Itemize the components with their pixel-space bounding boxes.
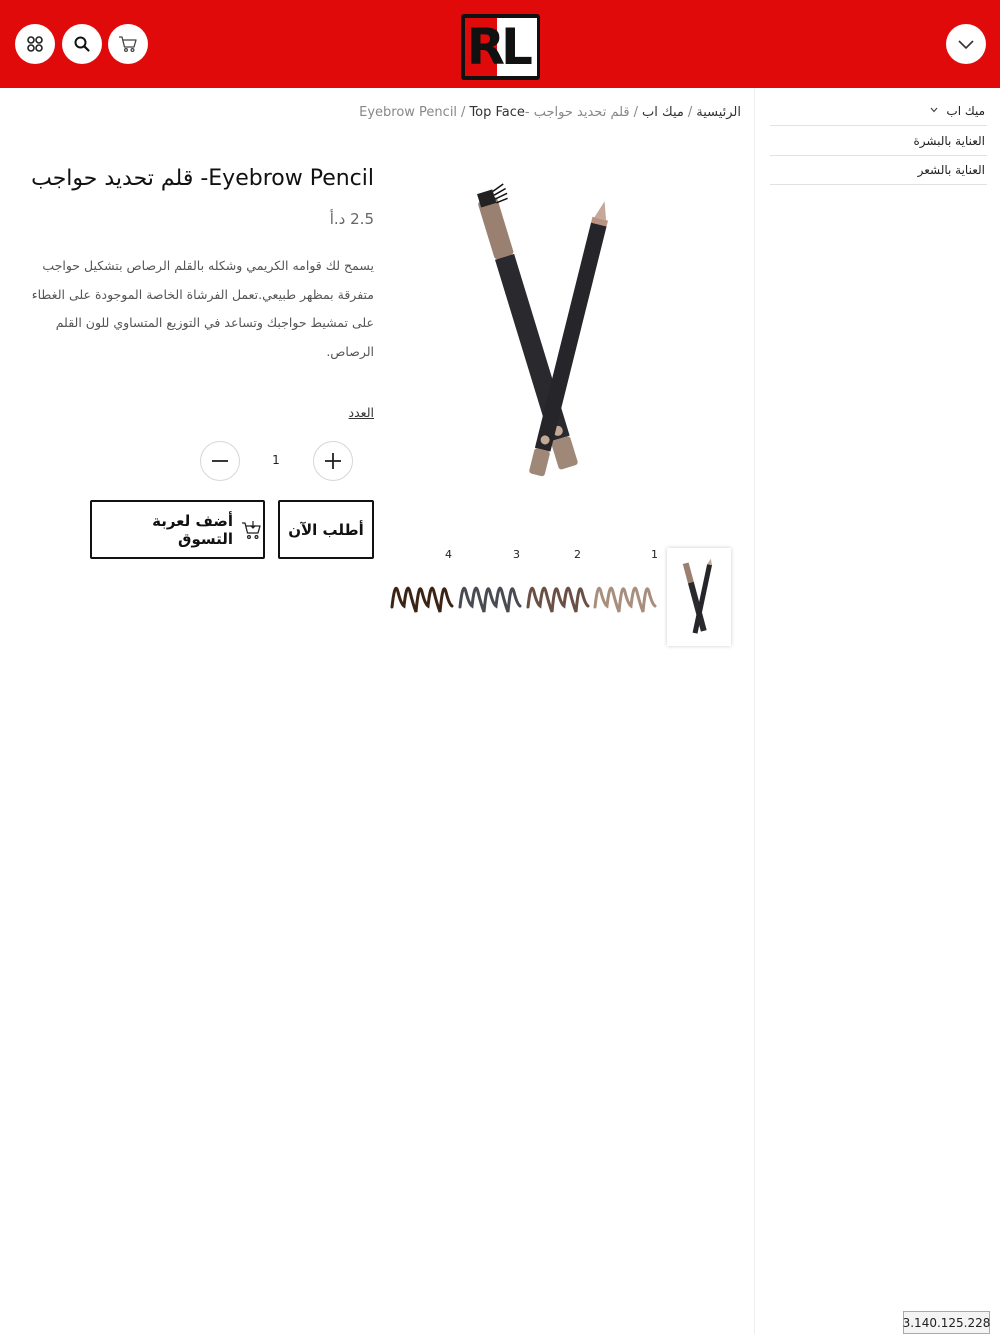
breadcrumb-current <box>359 105 629 120</box>
category-sidebar <box>754 88 1000 1334</box>
chevron-down-icon <box>957 38 975 50</box>
shade-stroke-3[interactable] <box>460 588 520 612</box>
search-button[interactable] <box>62 24 102 64</box>
thumbnail-image <box>667 548 731 646</box>
breadcrumb <box>359 105 741 120</box>
add-to-cart-label: أضف لعربة التسوق <box>152 511 234 548</box>
sidebar-item-haircare[interactable] <box>770 155 987 185</box>
quantity-value[interactable]: 1 <box>272 453 280 467</box>
quantity-label: العدد <box>348 405 374 420</box>
breadcrumb-home[interactable]: الرئيسية <box>696 105 741 120</box>
shade-number: 3 <box>513 548 520 561</box>
breadcrumb-separator: / <box>461 105 466 120</box>
menu-button[interactable] <box>15 24 55 64</box>
shade-swatches <box>390 548 665 638</box>
cart-add-icon <box>241 520 263 540</box>
sidebar-item-makeup[interactable] <box>770 96 987 126</box>
product-title: Eyebrow Pencil- قلم تحديد حواجب <box>31 166 374 191</box>
dropdown-button[interactable] <box>946 24 986 64</box>
cart-icon <box>118 35 138 53</box>
breadcrumb-current-name: Eyebrow Pencil <box>359 105 458 120</box>
site-logo[interactable] <box>461 14 540 80</box>
product-price: 2.5 د.أ <box>329 210 374 228</box>
shade-stroke-2[interactable] <box>528 588 588 612</box>
search-icon <box>73 35 91 53</box>
shade-number: 4 <box>445 548 452 561</box>
add-to-cart-button[interactable] <box>90 500 265 559</box>
shade-stroke-1[interactable] <box>595 588 655 612</box>
buy-now-button[interactable] <box>278 500 374 559</box>
sidebar-item-label: العناية بالبشرة <box>913 133 985 148</box>
buy-now-label: أطلب الآن <box>288 520 364 539</box>
breadcrumb-separator: / <box>633 105 638 120</box>
shade-strokes <box>390 572 665 622</box>
increase-quantity-button[interactable] <box>313 441 353 481</box>
grid-icon <box>26 35 44 53</box>
product-description: يسمح لك قوامه الكريمي وشكله بالقلم الرصاص بتشكيل حواجب متفرقة بمظهر طبيعي.تعمل الفرشاة الخاصة الموجودة على الغطاء على تمشيط حواجبك وتساعد في التوزيع المتساوي للون القلم الرصاص. <box>31 258 374 359</box>
sidebar-item-skincare[interactable] <box>770 126 987 156</box>
top-header <box>0 0 1000 88</box>
breadcrumb-brand[interactable]: Top Face <box>469 105 525 120</box>
decrease-quantity-button[interactable] <box>200 441 240 481</box>
product-main-image[interactable] <box>470 175 630 505</box>
sidebar-item-label: العناية بالشعر <box>917 162 985 177</box>
sidebar-item-label: ميك اب <box>946 103 985 118</box>
breadcrumb-current-suffix: - قلم تحديد حواجب <box>524 105 630 120</box>
cart-button[interactable] <box>108 24 148 64</box>
product-thumbnail[interactable] <box>667 548 731 646</box>
shade-number: 2 <box>574 548 581 561</box>
breadcrumb-separator: / <box>687 105 693 120</box>
minus-icon <box>211 452 229 470</box>
chevron-down-icon <box>930 106 938 116</box>
ip-address-badge: 3.140.125.228 <box>903 1311 990 1334</box>
logo-text: RL <box>466 18 529 76</box>
plus-icon <box>324 452 342 470</box>
breadcrumb-category[interactable]: ميك اب <box>642 105 684 120</box>
shade-number: 1 <box>651 548 658 561</box>
shade-stroke-4[interactable] <box>392 588 452 612</box>
